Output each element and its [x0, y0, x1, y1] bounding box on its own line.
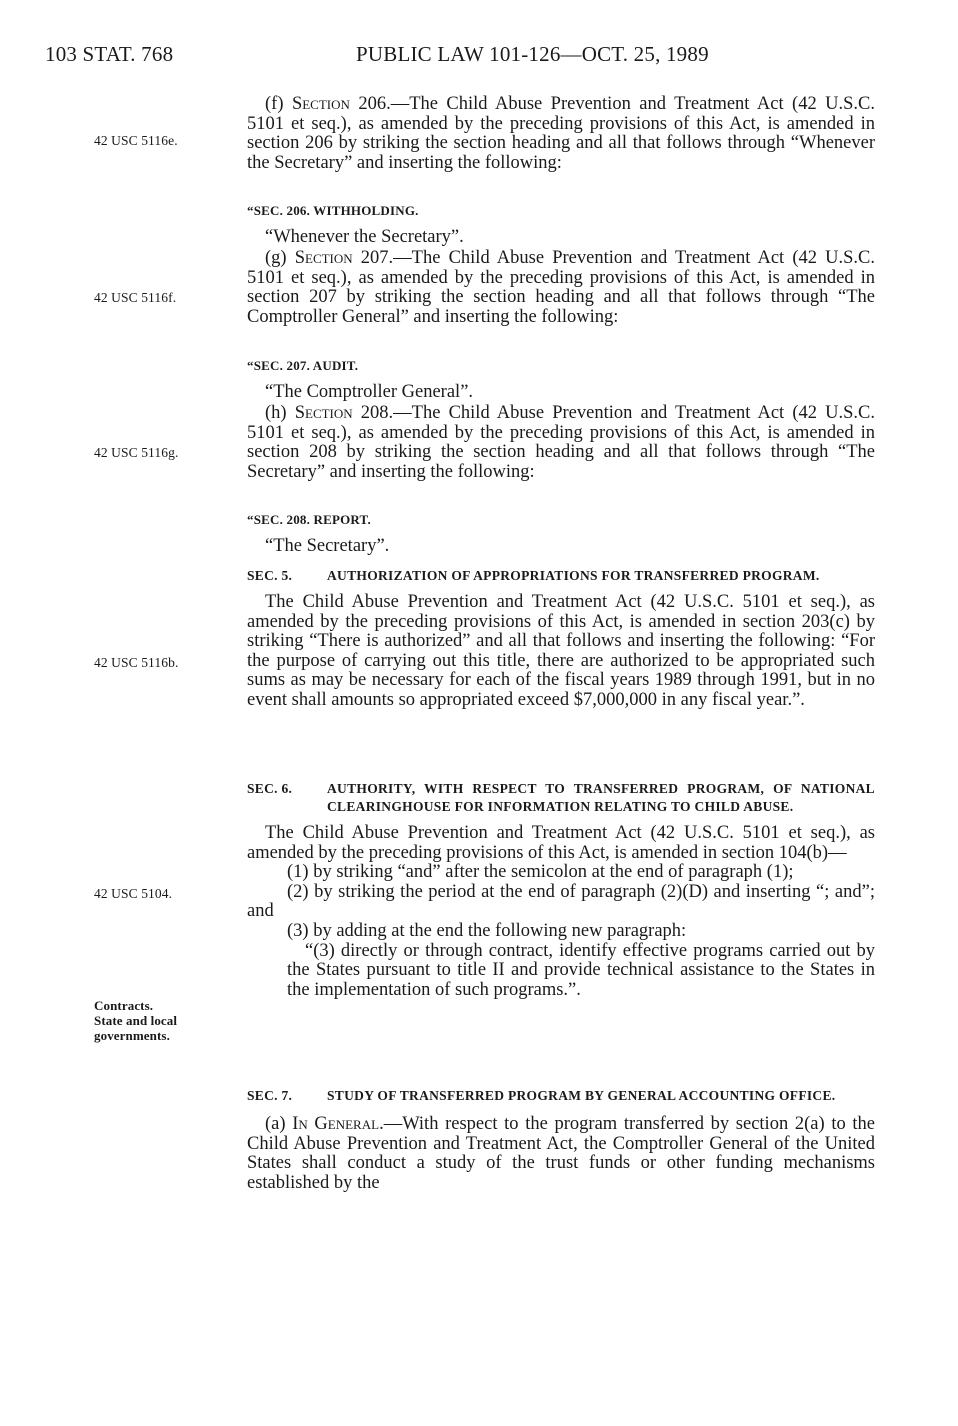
section-7 [247, 1087, 875, 1193]
subsection-h-label: (h) [265, 403, 295, 423]
section-7-subsection-a [247, 1115, 875, 1193]
section-5-number: SEC. 5. [247, 568, 293, 583]
sec207-quote: “The Comptroller General”. [265, 382, 474, 402]
section-6-text: The Child Abuse Prevention and Treatment Act (42 U.S.C. 5101 et seq.), as amended by the preceding provisions of this Act, is amended in section 104(b)— [247, 823, 875, 863]
sec208-heading: “SEC. 208. REPORT. [247, 512, 371, 527]
margin-note-state-local-line: State and local [94, 1013, 178, 1028]
statute-citation: 103 STAT. 768 [45, 42, 174, 66]
subsection-f-section-word: Section [291, 94, 350, 114]
margin-note-governments-line: governments. [94, 1028, 170, 1043]
section-6-item-1: (1) by striking “and” after the semicolon at the end of paragraph (1); [287, 862, 794, 883]
section-6 [247, 780, 875, 1000]
section-5-title: AUTHORIZATION OF APPROPRIATIONS FOR TRANSFERRED PROGRAM. [327, 568, 820, 583]
margin-note-5116e: 42 USC 5116e. [94, 133, 178, 148]
subsection-g [247, 249, 875, 327]
sec207-inserted [247, 358, 875, 402]
section-7-a-label: (a) [265, 1114, 293, 1134]
subsection-f-label: (f) [265, 94, 292, 114]
section-6-number: SEC. 6. [247, 781, 293, 796]
margin-note-5116f: 42 USC 5116f. [94, 290, 177, 305]
page-header [0, 42, 958, 72]
section-7-a-text: .—With respect to the program transferred by section 2(a) to the Child Abuse Prevention and Treatment Act, the Comptroller General of the United States shall conduct a study of the trust funds or other funding mechanisms established by the [247, 1114, 875, 1193]
subsection-g-section-word: Section [294, 248, 353, 268]
section-7-heading [247, 1087, 875, 1105]
section-7-title: STUDY OF TRANSFERRED PROGRAM BY GENERAL ACCOUNTING OFFICE. [327, 1088, 836, 1103]
subsection-h-text [247, 404, 875, 482]
law-title: PUBLIC LAW 101-126—OCT. 25, 1989 [356, 42, 709, 66]
subsection-g-label: (g) [265, 248, 295, 268]
margin-note-contracts [94, 998, 244, 1043]
section-5-text: The Child Abuse Prevention and Treatment Act (42 U.S.C. 5101 et seq.), as amended by the preceding provisions of this Act, is amended in section 203(c) by striking “There is authorized” and all that follows and inserting the following: “For the purpose of carrying out this title, there are authorized to be appropriated such sums as may be necessary for each of the fiscal years 1989 through 1991, but in no event shall amounts so appropriated exceed $7,000,000 in any fiscal year.”. [247, 592, 875, 710]
section-5-heading [247, 567, 875, 585]
subsection-g-body: 207.—The Child Abuse Prevention and Treatment Act (42 U.S.C. 5101 et seq.), as amended by the preceding provisions of this Act, is amended in section 207 by striking the section heading and all that follows through “The Comptroller General” and inserting the following: [247, 248, 875, 327]
section-6-item-2: (2) by striking the period at the end of paragraph (2)(D) and inserting “; and”; and [247, 881, 875, 922]
section-6-title: AUTHORITY, WITH RESPECT TO TRANSFERRED PROGRAM, OF NATIONAL CLEARINGHOUSE FOR INFORMATION RELATING TO CHILD ABUSE. [327, 781, 875, 814]
sec207-heading: “SEC. 207. AUDIT. [247, 358, 359, 373]
margin-note-5116b: 42 USC 5116b. [94, 655, 179, 670]
sec206-inserted [247, 203, 875, 247]
section-5 [247, 567, 875, 711]
margin-note-5116g: 42 USC 5116g. [94, 445, 179, 460]
section-7-a-heading: In General [292, 1114, 380, 1134]
sec206-quote: “Whenever the Secretary”. [265, 227, 464, 247]
margin-note-5104: 42 USC 5104. [94, 886, 173, 901]
sec208-inserted [247, 512, 875, 556]
subsection-f-body: 206.—The Child Abuse Prevention and Treatment Act (42 U.S.C. 5101 et seq.), as amended by the preceding provisions of this Act, is amended in section 206 by striking the section heading and all that follows through “Whenever the Secretary” and inserting the following: [247, 94, 875, 173]
subsection-g-text [247, 249, 875, 327]
sec208-quote: “The Secretary”. [265, 536, 390, 556]
section-6-heading [247, 780, 875, 816]
subsection-f-text [247, 95, 875, 173]
subsection-f [247, 95, 875, 173]
section-6-item-3-quote: “(3) directly or through contract, identify effective programs carried out by the States pursuant to title II and provide technical assistance to the States in the implementation of such programs.”. [287, 940, 875, 1000]
subsection-h-section-word: Section [294, 403, 353, 423]
subsection-h-body: 208.—The Child Abuse Prevention and Treatment Act (42 U.S.C. 5101 et seq.), as amended by the preceding provisions of this Act, is amended in section 208 by striking the section heading and all that follows through “The Secretary” and inserting the following: [247, 403, 875, 482]
section-7-number: SEC. 7. [247, 1088, 293, 1103]
sec206-heading: “SEC. 206. WITHHOLDING. [247, 203, 419, 218]
margin-note-contracts-line: Contracts. [94, 998, 154, 1013]
subsection-h [247, 404, 875, 482]
section-6-item-3: (3) by adding at the end the following new paragraph: [287, 920, 687, 941]
